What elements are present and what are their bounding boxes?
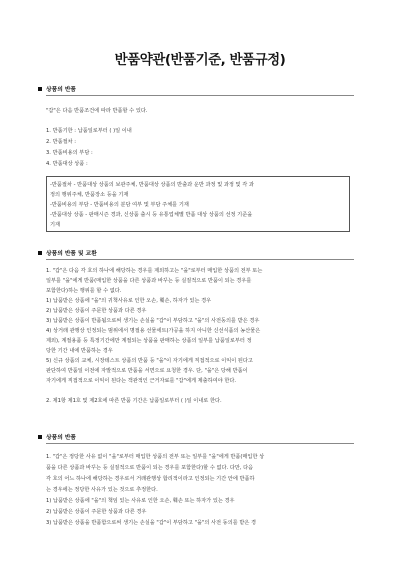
list-item: 2. 반품절차 : [46,139,77,145]
clause-line: 1) 납품받은 상품에 "을"의 책임 있는 사유로 인한 오손, 훼손 또는 하자가 있는 경우 [46,498,235,504]
clause-line: 는 경우에는 정당한 사유가 있는 것으로 추정한다. [46,487,158,493]
section-intro: "갑"은 다음 반품조건에 따라 반품할 수 있다. [46,108,148,114]
section-heading-text: 상품의 반품 [46,435,77,441]
list-item: 3. 반품비용의 부담 : [46,150,93,156]
clause-line: 품을 다른 상품과 바꾸는 등 실질적으로 반품이 되는 경우를 포함한다)할 수 없다. 다만, 다음 [46,465,254,471]
clause-line: 2) 납품받은 상품이 주문한 상품과 다른 경우 [46,308,147,314]
square-bullet-icon [38,435,42,439]
clause-line: 제외), 계절용품 등 특정기간에만 계절되는 상품을 판매하는 상품의 일부를 납품일로부터 정 [46,338,252,344]
clause-line: 5) 신규 상품의 교체, 시장테스트 상품의 반품 등 "을"이 자기에게 직접적으로 이익이 된다고 [46,358,253,364]
note-line: 정의 행위주체, 반품장소 등을 기재 [50,192,129,198]
clause-line: 4) 상거래 관행상 인정되는 범위에서 명절용 선물세트(가공을 하지 아니한 신선식품의 농산물은 [46,328,261,334]
note-line: -반품대상 상품 - 판매시즌 경과, 신상품 출시 등 유통업체별 반품 대상 상품의 선정 기준을 [50,212,253,218]
square-bullet-icon [38,87,42,91]
clause-line: 2. 제1항 제1호 및 제2호에 따른 반품 기간은 납품일로부터 ( )일 이내로 한다. [46,398,222,404]
section-divider [46,95,354,96]
clause-line: 자기에게 직접적으로 이익이 된다는 객관적인 근거자료를 "갑"에게 제출하여야 한다. [46,378,236,384]
section-heading-text: 상품의 반품 및 교환 [46,251,97,257]
clause-line: 판단하여 반품일 이전에 자발적으로 반품을 서면으로 요청한 경우. 단, "을"은 당해 반품이 [46,368,248,374]
clause-line: 각 호의 어느 하나에 해당하는 경우로서 거래관행상 합리적이라고 인정되는 기간 안에 반품하 [46,476,255,482]
section-heading-returns [38,432,76,441]
page-title: 반품약관(반품기준, 반품규정) [114,52,286,68]
clause-line: 1. "갑"은 다음 각 호의 하나에 해당하는 경우를 제외하고는 "을"로부터 매입한 상품의 전부 또는 [46,268,263,274]
note-line: -반품비용의 부담 - 반품비용의 분담 여부 및 부담 주체를 기재 [50,202,189,208]
section-heading-returns [38,84,76,93]
clause-line: 당한 기간 내에 반품하는 경우 [46,348,113,354]
section-divider [46,443,354,444]
clause-line: 포함한다)하는 행위를 할 수 없다. [46,288,122,294]
section-heading-returns-exchange [38,248,97,257]
clause-line: 2) 납품받은 상품이 주문한 상품과 다른 경우 [46,509,147,515]
note-line: -반품절차 - 반품대상 상품의 보관주체, 반품대상 상품의 반출과 운반 과정 및 과정 및 각 과 [50,182,254,188]
section-heading-text: 상품의 반품 [46,87,77,93]
list-item: 1. 반품기한 : 납품일로부터 ( )일 이내 [46,128,132,134]
clause-line: 일부를 "을"에게 반품(매입한 상품을 다른 상품과 바꾸는 등 실질적으로 반품이 되는 경우를 [46,278,252,284]
list-item: 4. 반품대상 상품 : [46,161,88,167]
section-divider [46,259,354,260]
clause-line: 1. "갑"은 정당한 사유 없이 "을"로부터 매입한 상품의 전부 또는 일부를 "을"에게 반품(매입한 상 [46,454,265,460]
note-line: 기재 [50,222,61,228]
square-bullet-icon [38,251,42,255]
clause-line: 3) 납품받은 상품이 반품됨으로써 생기는 손실을 "갑"이 부담하고 "을"의 사전동의를 받은 경우 [46,318,260,324]
clause-line: 3) 납품받은 상품을 반품함으로써 생기는 손실을 "갑"이 부담하고 "을"의 사전 동의를 받은 경 [46,520,257,526]
clause-line: 1) 납품받은 상품에 "을"의 귀책사유로 인한 오손, 훼손, 하자가 있는 경우 [46,298,212,304]
